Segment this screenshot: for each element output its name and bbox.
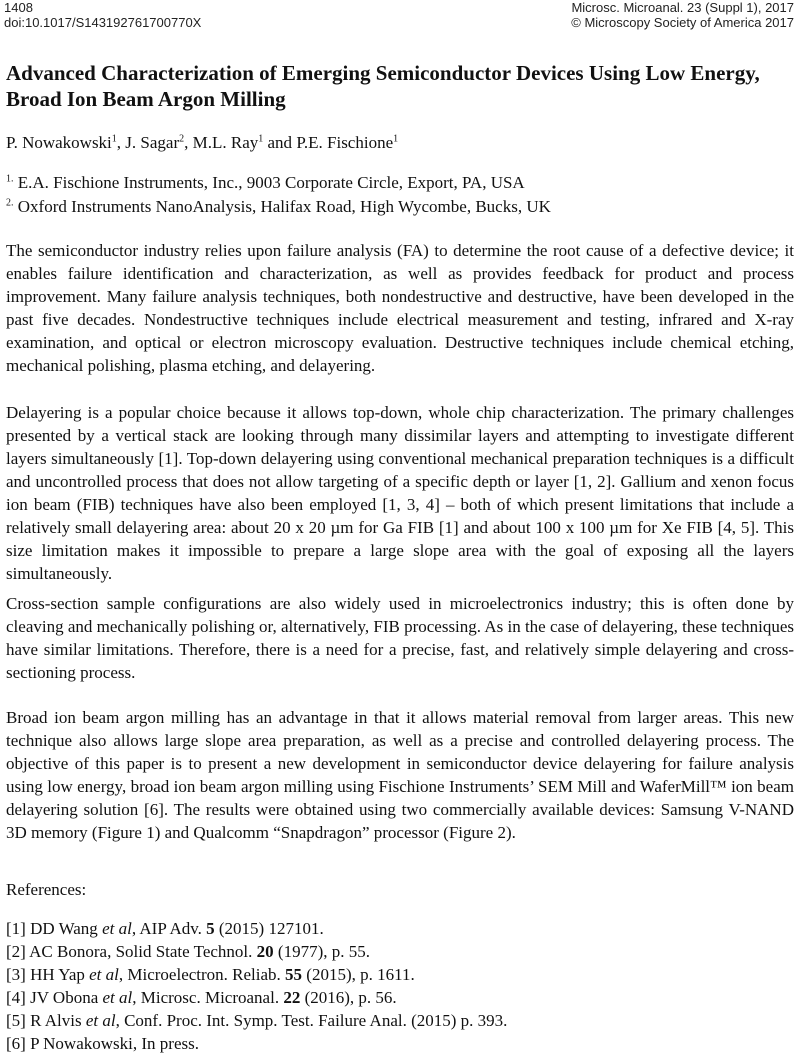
author-affiliation-mark: 1	[393, 133, 399, 145]
paper-title: Advanced Characterization of Emerging Semiconductor Devices Using Low Energy, Broad Ion Beam Argon Milling	[6, 61, 760, 111]
reference-author: R Alvis	[30, 1011, 82, 1030]
reference-details: (1977), p. 55.	[273, 942, 370, 961]
body-paragraph: Broad ion beam argon milling has an advantage in that it allows material removal from larger areas. This new technique also allows large slope area preparation, as well as a precise and controlled delayering process. The objective of this paper is to present a new development in semiconductor device delayering for failure analysis using low energy, broad ion beam argon milling using Fischione Instruments’ SEM Mill and WaferMill™ ion beam delayering solution [6]. The results were obtained using two commercially available devices: Samsung V-NAND 3D memory (Figure 1) and Qualcomm “Snapdragon” processor (Figure 2).	[6, 708, 794, 842]
reference-volume: 5	[206, 919, 215, 938]
reference-etal: et al	[85, 1011, 116, 1030]
affiliation-mark: 1.	[6, 173, 14, 185]
header-left	[4, 0, 201, 30]
affiliation	[6, 197, 551, 217]
affiliation-text: E.A. Fischione Instruments, Inc., 9003 Corporate Circle, Export, PA, USA	[17, 173, 525, 192]
reference-number: [3]	[6, 965, 26, 984]
copyright: © Microscopy Society of America 2017	[571, 15, 794, 30]
reference-number: [6]	[6, 1034, 26, 1053]
reference-number: [4]	[6, 988, 26, 1007]
author-separator: ,	[116, 133, 126, 152]
body-paragraph: The semiconductor industry relies upon failure analysis (FA) to determine the root cause of a defective device; it enables failure identification and characterization, as well as provides feedback for product and process improvement. Many failure analysis techniques, both nondestructive and destructive, have been developed in the past five decades. Nondestructive techniques include electrical measurement and testing, infrared and X-ray examination, and optical or electron microscopy evaluation. Destructive techniques include chemical etching, mechanical polishing, plasma etching, and delayering.	[6, 241, 794, 375]
reference-etal: et al	[102, 988, 133, 1007]
reference-volume: 20	[256, 942, 274, 961]
reference-journal: , AIP Adv.	[131, 919, 207, 938]
references-heading: References:	[6, 880, 87, 899]
reference-item	[6, 917, 794, 940]
reference-details: (2015) 127101.	[214, 919, 324, 938]
author-name: P. Nowakowski	[6, 133, 112, 152]
affiliation-text: Oxford Instruments NanoAnalysis, Halifax Road, High Wycombe, Bucks, UK	[17, 197, 551, 216]
author-list	[6, 133, 398, 153]
reference-item	[6, 940, 794, 963]
author-name: J. Sagar	[125, 133, 180, 152]
journal-citation: Microsc. Microanal. 23 (Suppl 1), 2017	[571, 0, 794, 15]
body-paragraph: Cross-section sample configurations are also widely used in microelectronics industry; this is often done by cleaving and mechanically polishing or, alternatively, FIB processing. As in the case of delayering, these techniques have similar limitations. Therefore, there is a need for a precise, fast, and relatively simple delayering and cross-sectioning process.	[6, 594, 795, 682]
reference-etal: et al	[102, 919, 132, 938]
reference-journal: , Microsc. Microanal.	[132, 988, 284, 1007]
reference-number: [5]	[6, 1011, 26, 1030]
author-separator: and	[263, 133, 297, 152]
author-separator: ,	[184, 133, 193, 152]
reference-etal: et al	[89, 965, 119, 984]
reference-item	[6, 1032, 794, 1055]
reference-author: HH Yap	[30, 965, 85, 984]
reference-item	[6, 986, 794, 1009]
author-affiliation-mark: 1	[258, 133, 264, 145]
reference-author: JV Obona	[30, 988, 99, 1007]
reference-author: AC Bonora	[29, 942, 108, 961]
author-name: M.L. Ray	[192, 133, 259, 152]
reference-author: DD Wang	[30, 919, 98, 938]
reference-author: P Nowakowski, In press.	[30, 1034, 199, 1053]
reference-details: (2015), p. 1611.	[302, 965, 415, 984]
reference-item	[6, 963, 794, 986]
doi: doi:10.1017/S143192761700770X	[4, 15, 202, 30]
reference-volume: 55	[285, 965, 303, 984]
reference-number: [2]	[6, 942, 26, 961]
author-affiliation-mark: 1	[111, 133, 117, 145]
reference-number: [1]	[6, 919, 26, 938]
reference-volume: 22	[283, 988, 301, 1007]
affiliation	[6, 173, 525, 193]
body-paragraph: Delayering is a popular choice because it allows top-down, whole chip characterization. The primary challenges presented by a vertical stack are looking through many dissimilar layers and attempting to investigate different layers simultaneously [1]. Top-down delayering using conventional mechanical preparation techniques is a difficult and uncontrolled process that does not allow targeting of a specific depth or layer [1, 2]. Gallium and xenon focus ion beam (FIB) techniques have also been employed [1, 3, 4] – both of which present limitations that include a relatively small delayering area: about 20 x 20 µm for Ga FIB [1] and about 100 x 100 µm for Xe FIB [4, 5]. This size limitation makes it impossible to prepare a large slope area with the goal of exposing all the layers simultaneously.	[6, 403, 794, 583]
affiliation-mark: 2.	[6, 197, 14, 209]
reference-journal: , Microelectron. Reliab.	[118, 965, 286, 984]
reference-details: (2016), p. 56.	[300, 988, 397, 1007]
header-right	[571, 0, 794, 30]
page-number: 1408	[4, 0, 33, 15]
reference-journal: , Conf. Proc. Int. Symp. Test. Failure Anal. (2015) p. 393.	[115, 1011, 508, 1030]
reference-journal: , Solid State Technol.	[107, 942, 257, 961]
author-affiliation-mark: 2	[179, 133, 185, 145]
reference-item	[6, 1009, 794, 1032]
author-name: P.E. Fischione	[296, 133, 394, 152]
reference-list	[6, 917, 794, 1055]
